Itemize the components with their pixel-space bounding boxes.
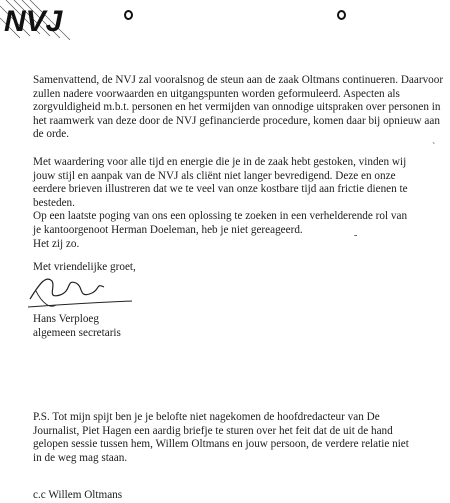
carbon-copy: c.c Willem Oltmans xyxy=(33,489,123,501)
punch-hole-right xyxy=(337,10,346,20)
signer-name: Hans Verploeg xyxy=(33,313,99,325)
paragraph-line: Met waardering voor alle tijd en energie die je in de zaak hebt gestoken, vinden wij xyxy=(33,156,407,168)
paragraph-line: eerdere brieven illustreren dat we te veel van onze kostbare tijd aan frictie dienen te xyxy=(33,183,408,196)
paragraph-line: besteden. xyxy=(33,196,75,209)
postscript-line: in de weg mag staan. xyxy=(33,451,128,464)
postscript xyxy=(33,411,444,465)
closing-greeting: Met vriendelijke groet, xyxy=(33,261,136,273)
paragraph-line: jouw stijl en aanpak van de NVJ als cliënt niet langer bevredigend. Deze en onze xyxy=(33,169,396,182)
punch-hole-left xyxy=(124,10,133,20)
paragraph-line: je kantoorgenoot Herman Doeleman, heb je niet gereageerd. xyxy=(33,223,303,236)
paragraph-line: Het zij zo. xyxy=(33,237,80,250)
signer-title: algemeen secretaris xyxy=(33,326,121,339)
paragraph-summary: Samenvattend, de NVJ zal vooralsnog de steun aan de zaak Oltmans continueren. Daarvoor zullen nadere voorwaarden en uitgangspunten worden geformuleerd. Aspecten als zorgvuldigheid m.b.t. personen en het vermijden van onnodige uitspraken over personen in het raamwerk van deze door de NVJ gefinancierde procedure, komen daar bij opnieuw aan de orde. xyxy=(33,74,444,141)
signer-block xyxy=(33,313,121,340)
paragraph-line: Op een laatste poging van ons een oplossing te zoeken in een verhelderende rol van xyxy=(33,210,408,223)
svg-text:NVJ: NVJ xyxy=(4,5,63,38)
stray-mark: ` xyxy=(432,142,436,153)
postscript-line: P.S. Tot mijn spijt ben je je belofte niet nagekomen de hoofdredacteur van De xyxy=(33,411,380,423)
nvj-logo xyxy=(0,0,80,40)
handwritten-signature xyxy=(26,265,136,317)
stray-mark: - xyxy=(354,230,358,241)
paragraph-appreciation xyxy=(33,156,444,251)
postscript-line: gelopen sessie tussen hem, Willem Oltmans en jouw persoon, de verdere relatie niet xyxy=(33,438,409,451)
postscript-line: Journalist, Piet Hagen een aardig briefje te sturen over het feit dat de uit de hand xyxy=(33,424,393,437)
